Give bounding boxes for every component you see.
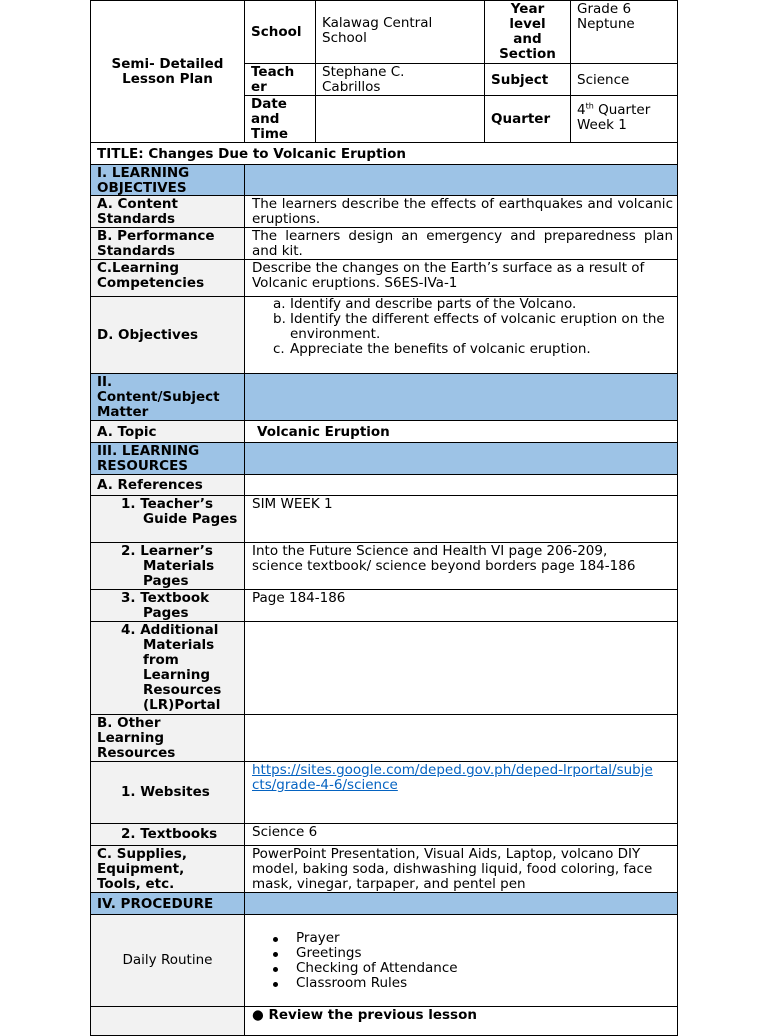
section-heading-procedure: IV. PROCEDURE: [90, 892, 245, 915]
review-cell: [244, 1006, 678, 1036]
section-heading-fill: [244, 442, 678, 475]
school-label: School: [251, 24, 302, 40]
daily-routine-label: Daily Routine: [90, 914, 245, 1007]
references-value: [244, 474, 678, 496]
section-heading-content: II. Content/Subject Matter: [90, 373, 245, 421]
routine-item: Classroom Rules: [245, 976, 458, 991]
section-heading-resources: III. LEARNING RESOURCES: [90, 442, 245, 475]
routine-item: Greetings: [245, 946, 458, 961]
subject-value-cell: [570, 63, 678, 96]
learner-materials-label: 2. Learner’s Materials Pages: [90, 542, 245, 590]
quarter-label: Quarter: [491, 111, 551, 127]
date-label-cell: [244, 95, 316, 143]
references-label: A. References: [90, 474, 245, 496]
websites-label: 1. Websites: [90, 761, 245, 824]
lesson-title: TITLE: Changes Due to Volcanic Eruption: [97, 145, 407, 162]
teacher-guide-value: SIM WEEK 1: [244, 495, 678, 543]
teacher-value-cell: [315, 63, 485, 96]
competencies-label: C.Learning Competencies: [90, 259, 245, 297]
content-standards-label: A. Content Standards: [90, 195, 245, 228]
quarter-value-cell: [570, 95, 678, 143]
textbooks-label: 2. Textbooks: [90, 823, 245, 846]
supplies-value: PowerPoint Presentation, Visual Aids, Laptop, volcano DIY model, baking soda, dishwashing liquid, food coloring, face mask, vinegar, tarpaper, and pentel pen: [244, 845, 678, 893]
school-label-cell: [244, 0, 316, 64]
section-heading-fill: [244, 164, 678, 196]
content-standards-value: The learners describe the effects of earthquakes and volcanic eruptions.: [244, 195, 678, 228]
routine-item: Prayer: [245, 931, 458, 946]
objective-item: b. Identify the different effects of volcanic eruption on the environment.: [273, 311, 665, 342]
school-value: Kalawag Central School: [322, 15, 433, 46]
review-label-cell: [90, 1006, 245, 1036]
bullet-icon: [273, 967, 278, 972]
quarter-label-cell: [484, 95, 571, 143]
textbook-pages-value: Page 184-186: [244, 589, 678, 622]
quarter-week: Week 1: [577, 117, 627, 133]
quarter-value: 4th Quarter: [577, 101, 651, 118]
websites-link[interactable]: https://sites.google.com/deped.gov.ph/deped-lrportal/subjects/grade-4-6/science: [252, 762, 653, 793]
bullet-icon: [273, 937, 278, 942]
year-value: Grade 6 Neptune: [577, 1, 635, 32]
year-value-cell: [570, 0, 678, 64]
websites-value-cell: [244, 761, 678, 824]
additional-materials-label: 4. Additional Materials from Learning Resources (LR)Portal: [90, 621, 245, 715]
bullet-icon: [273, 982, 278, 987]
routine-item: Checking of Attendance: [245, 961, 458, 976]
teacher-value: Stephane C. Cabrillos: [322, 64, 405, 95]
textbooks-value: Science 6: [244, 823, 678, 846]
other-resources-value: [244, 714, 678, 762]
plan-title: Semi- Detailed Lesson Plan: [111, 55, 224, 87]
date-value-cell: [315, 95, 485, 143]
section-heading-objectives: I. LEARNING OBJECTIVES: [90, 164, 245, 196]
topic-value: Volcanic Eruption: [244, 420, 678, 443]
year-label: Year level and Section: [499, 1, 556, 62]
objective-item: a. Identify and describe parts of the Volcano.: [273, 296, 577, 312]
date-label: Date and Time: [251, 96, 289, 142]
daily-routine-list: [245, 931, 458, 991]
additional-materials-value: [244, 621, 678, 715]
other-resources-label: B. Other Learning Resources: [90, 714, 245, 762]
textbook-pages-label: 3. Textbook Pages: [90, 589, 245, 622]
school-value-cell: [315, 0, 485, 64]
performance-standards-label: B. Performance Standards: [90, 227, 245, 260]
teacher-guide-label: 1. Teacher’s Guide Pages: [90, 495, 245, 543]
plan-title-cell: [90, 0, 245, 143]
bullet-icon: [273, 952, 278, 957]
teacher-label-cell: [244, 63, 316, 96]
learner-materials-value: Into the Future Science and Health VI page 206-209, science textbook/ science beyond borders page 184-186: [244, 542, 678, 590]
performance-standards-value: The learners design an emergency and preparedness plan and kit.: [244, 227, 678, 260]
review-bullet-icon: ●: [252, 1007, 264, 1023]
teacher-label: Teacher: [251, 64, 295, 95]
year-label-cell: [484, 0, 571, 64]
topic-label: A. Topic: [90, 420, 245, 443]
objectives-list: [245, 297, 677, 357]
objective-item: c. Appreciate the benefits of volcanic eruption.: [273, 341, 591, 357]
daily-routine-cell: [244, 914, 678, 1007]
objectives-label: D. Objectives: [90, 296, 245, 374]
section-heading-fill: [244, 373, 678, 421]
subject-value: Science: [577, 71, 630, 88]
competencies-value: Describe the changes on the Earth’s surface as a result of Volcanic eruptions. S6ES-IVa-1: [244, 259, 678, 297]
review-text: Review the previous lesson: [268, 1007, 477, 1023]
objectives-list-cell: [244, 296, 678, 374]
supplies-label: C. Supplies, Equipment, Tools, etc.: [90, 845, 245, 893]
subject-label: Subject: [491, 71, 549, 88]
section-heading-fill: [244, 892, 678, 915]
subject-label-cell: [484, 63, 571, 96]
lesson-title-cell: [90, 142, 678, 165]
